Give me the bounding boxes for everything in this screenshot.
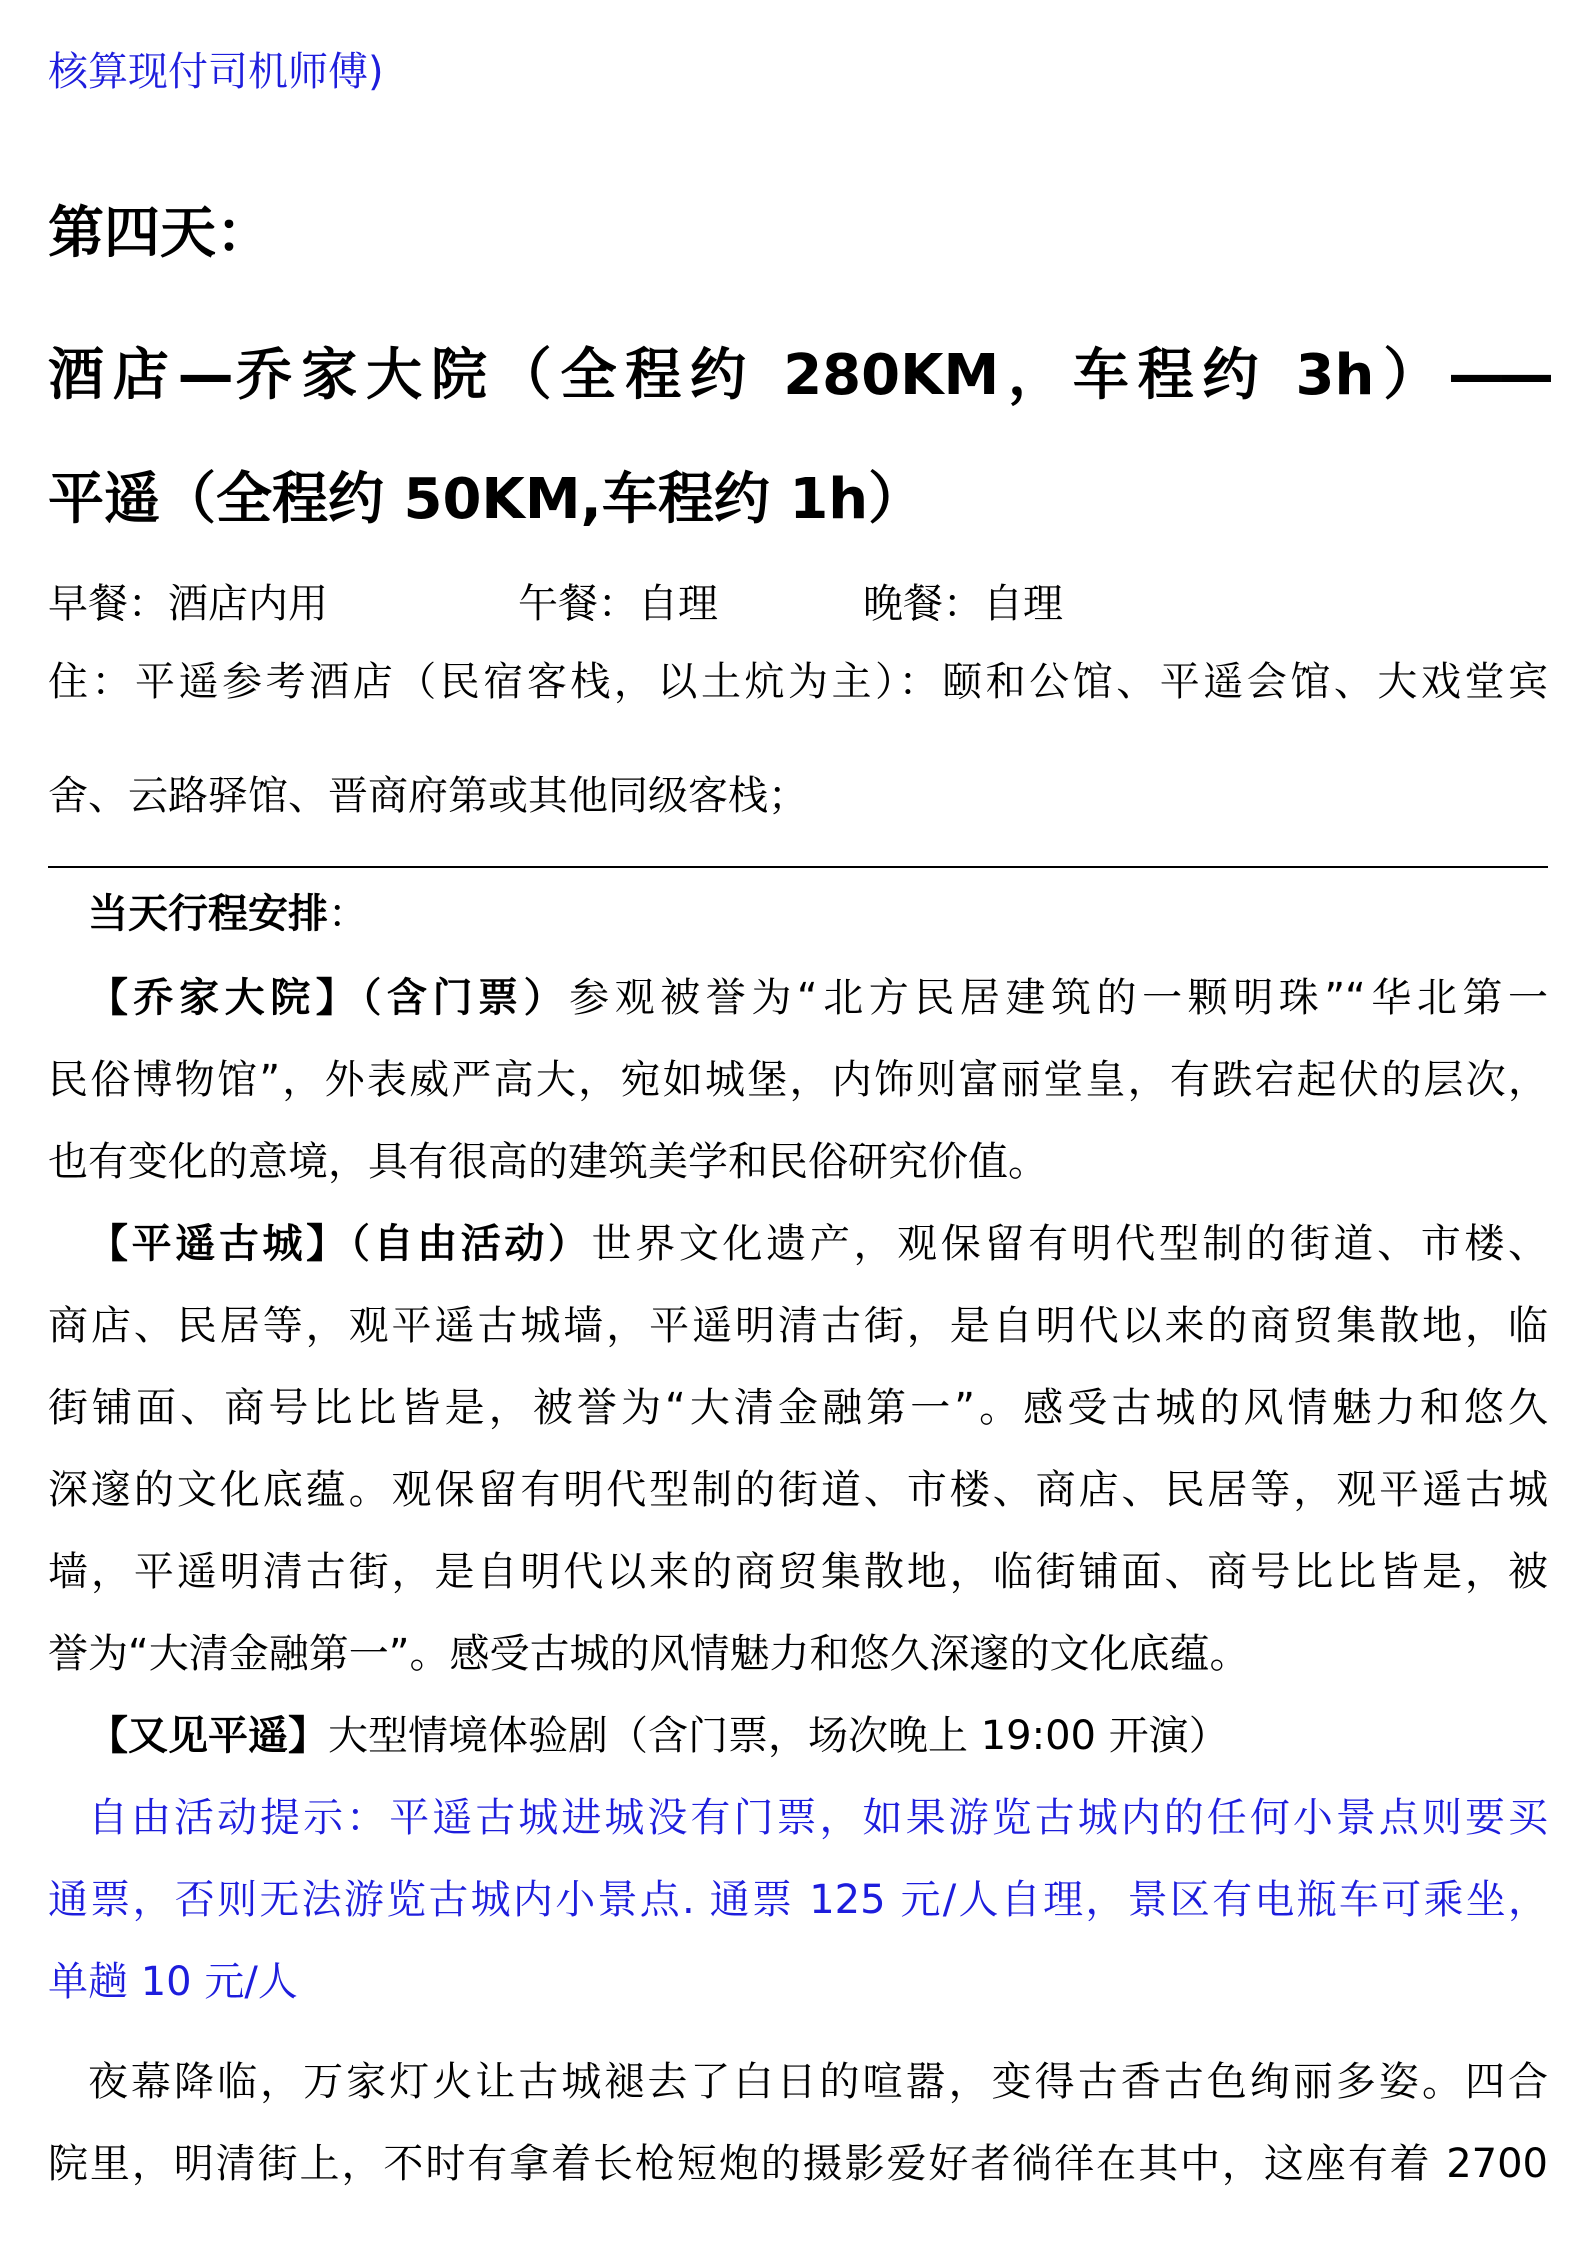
meal-breakfast: 早餐：酒店内用 bbox=[48, 581, 328, 627]
show-label: 【又见平遥】 bbox=[88, 1713, 328, 1759]
schedule-title-text: 当天行程安排 bbox=[88, 891, 328, 937]
qiao-text-1: 参观被誉为“北方民居建筑的一颗明珠”“华北第一 bbox=[569, 975, 1549, 1021]
section-divider bbox=[48, 866, 1548, 868]
night-line-2: 院里，明清街上，不时有拿着长枪短炮的摄影爱好者徜徉在其中，这座有着 2700 bbox=[48, 2141, 1548, 2187]
top-note: 核算现付司机师傅) bbox=[48, 49, 384, 95]
route-dash: — bbox=[177, 343, 228, 408]
pingyao-line-6: 誉为“大清金融第一”。感受古城的风情魅力和悠久深邃的文化底蕴。 bbox=[48, 1631, 1250, 1677]
tip-line-1: 自由活动提示：平遥古城进城没有门票，如果游览古城内的任何小景点则要买 bbox=[88, 1795, 1548, 1841]
pingyao-line-3: 街铺面、商号比比皆是，被誉为“大清金融第一”。感受古城的风情魅力和悠久 bbox=[48, 1385, 1548, 1431]
schedule-title-colon: ： bbox=[328, 891, 368, 937]
route-start: 酒店 bbox=[48, 343, 178, 408]
route-segment-1: 乔家大院（全程约 280KM，车程约 3h） bbox=[227, 343, 1449, 408]
night-line-1: 夜幕降临，万家灯火让古城褪去了白日的喧嚣，变得古香古色绚丽多姿。四合 bbox=[88, 2059, 1548, 2105]
qiao-line-1 bbox=[48, 970, 1548, 1026]
day-title: 第四天： bbox=[48, 201, 272, 266]
route-dashes: —— bbox=[1448, 343, 1549, 408]
meal-dinner: 晚餐：自理 bbox=[863, 581, 1063, 627]
qiao-line-2: 民俗博物馆”，外表威严高大，宛如城堡，内饰则富丽堂皇，有跌宕起伏的层次， bbox=[48, 1057, 1548, 1103]
route-line-2: 平遥（全程约 50KM,车程约 1h） bbox=[48, 467, 925, 532]
show-line bbox=[48, 1708, 1548, 1764]
pingyao-line-4: 深邃的文化底蕴。观保留有明代型制的街道、市楼、商店、民居等，观平遥古城 bbox=[48, 1467, 1548, 1513]
qiao-label: 【乔家大院】（含门票） bbox=[88, 975, 570, 1021]
pingyao-line-1 bbox=[48, 1216, 1548, 1272]
show-text: 大型情境体验剧（含门票，场次晚上 19:00 开演） bbox=[328, 1713, 1229, 1759]
pingyao-label: 【平遥古城】（自由活动） bbox=[88, 1221, 592, 1267]
pingyao-text-1: 世界文化遗产，观保留有明代型制的街道、市楼、 bbox=[591, 1221, 1549, 1267]
schedule-title bbox=[48, 886, 1548, 942]
pingyao-line-5: 墙，平遥明清古街，是自明代以来的商贸集散地，临街铺面、商号比比皆是，被 bbox=[48, 1549, 1548, 1595]
tip-line-2: 通票，否则无法游览古城内小景点. 通票 125 元/人自理，景区有电瓶车可乘坐， bbox=[48, 1877, 1548, 1923]
meal-lunch: 午餐：自理 bbox=[518, 581, 718, 627]
route-line-1 bbox=[48, 340, 1548, 412]
stay-line-1: 住：平遥参考酒店（民宿客栈，以土炕为主）：颐和公馆、平遥会馆、大戏堂宾 bbox=[48, 659, 1548, 705]
tip-line-3: 单趟 10 元/人 bbox=[48, 1959, 298, 2005]
stay-line-2: 舍、云路驿馆、晋商府第或其他同级客栈； bbox=[48, 773, 808, 819]
qiao-line-3: 也有变化的意境，具有很高的建筑美学和民俗研究价值。 bbox=[48, 1139, 1048, 1185]
pingyao-line-2: 商店、民居等，观平遥古城墙，平遥明清古街，是自明代以来的商贸集散地，临 bbox=[48, 1303, 1548, 1349]
